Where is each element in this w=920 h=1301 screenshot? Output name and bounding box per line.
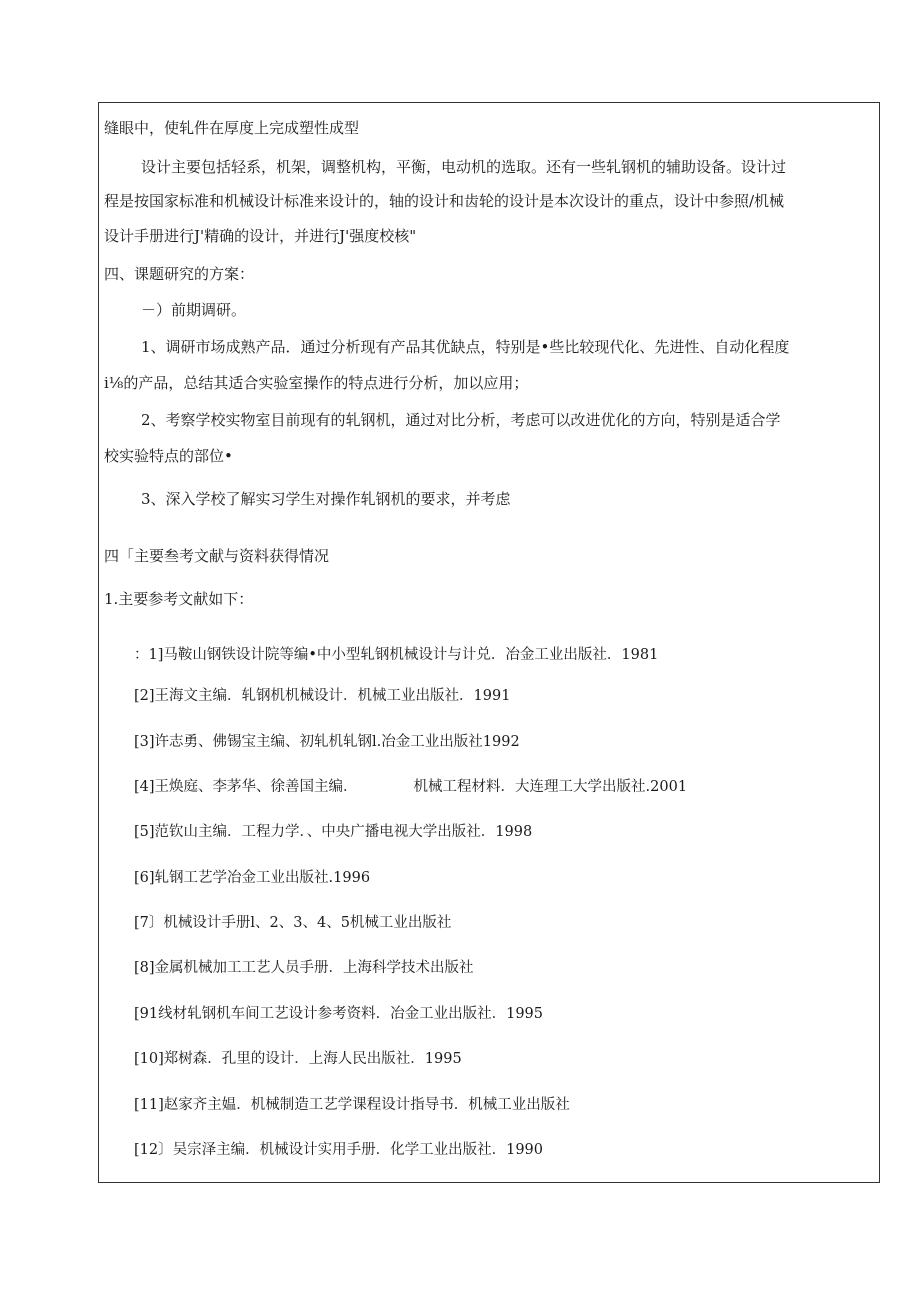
text-line: 程是按国家标准和机械设计标准来设计的，轴的设计和齿轮的设计是本次设计的重点，设计中参照/机械: [104, 192, 785, 210]
reference-item: [91线材轧钢机车间工艺设计参考资料．冶金工业出版社．1995: [134, 1006, 544, 1022]
reference-authors: [4]王焕庭、李茅华、徐善国主编．: [134, 779, 358, 795]
text-line: 3、深入学校了解实习学生对操作轧钢机的要求，并考虑: [141, 490, 511, 508]
reference-item: [7〕机械设计手册l、2、3、4、5机械工业出版社: [134, 915, 452, 931]
reference-item: [8]金属机械加工工艺人员手册．上海科学技术出版社: [134, 960, 474, 976]
text-line: 2、考察学校实物室目前现有的轧钢机，通过对比分析，考虑可以改进优化的方向，特别是适合学: [141, 411, 781, 429]
section-heading: 四「主要叁考文献与资料获得情况: [104, 547, 330, 565]
reference-item: [12〕吴宗泽主编．机械设计实用手册．化学工业出版社．1990: [134, 1142, 544, 1158]
text-line: 设计主要包括轻系，机架，调整机构，平衡，电动机的选取。还有一些轧钢机的辅助设备。设计过: [141, 158, 787, 176]
reference-item: [134, 777, 687, 797]
subsection-heading: －）前期调研。: [141, 301, 247, 319]
text-line: 1.主要参考文献如下：: [104, 590, 254, 608]
reference-item: [5]范钦山主编．工程力学．、中央广播电视大学出版社．1998: [134, 824, 533, 840]
reference-title: 机械工程材料．大连理工大学出版社.2001: [413, 779, 688, 795]
text-line: i⅛的产品，总结其适合实验室操作的特点进行分析，加以应用；: [104, 374, 529, 392]
reference-item: ：1]马鞍山钢铁设计院等编•中小型轧钢机械设计与计兑．冶金工业出版社．1981: [134, 647, 659, 663]
section-heading: 四、课题研究的方案：: [104, 265, 255, 283]
text-line: 缝眼中，使轧件在厚度上完成塑性成型: [104, 119, 360, 137]
text-line: 1、调研市场成熟产品．通过分析现有产品其优缺点，特别是•些比较现代化、先进性、自动化程度: [141, 338, 790, 356]
text-line: 校实验特点的部位•: [104, 447, 233, 465]
reference-item: [10]郑树森．孔里的设计．上海人民出版社．1995: [134, 1051, 462, 1067]
reference-item: [2]王海文主编．轧钢机机械设计．机械工业出版社．1991: [134, 688, 511, 704]
reference-item: [3]许志勇、佛锡宝主编、初轧机轧钢l.冶金工业出版社1992: [134, 734, 520, 750]
reference-item: [11]赵家齐主媪．机械制造工艺学课程设计指导书．机械工业出版社: [134, 1097, 570, 1113]
text-line: 设计手册进行J'精确的设计，并进行J'强度校核": [104, 227, 417, 245]
reference-item: [6]轧钢工艺学冶金工业出版社.1996: [134, 870, 371, 886]
